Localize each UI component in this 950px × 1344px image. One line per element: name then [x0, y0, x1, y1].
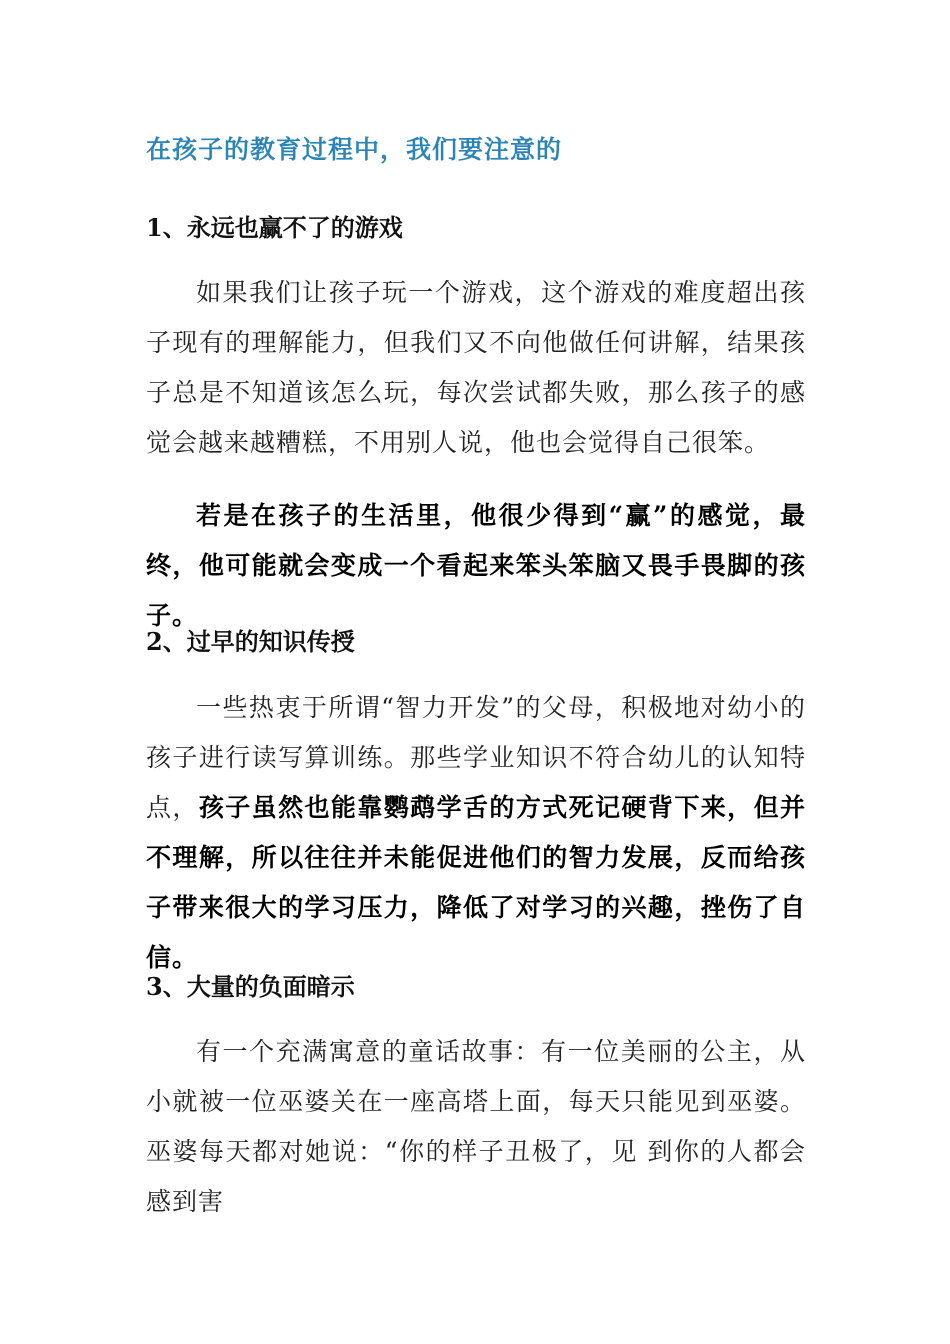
- section-2-paragraph-bold: 孩子虽然也能靠鹦鹉学舌的方式死记硬背下来，但并不理解，所以往往并未能促进他们的智力发展，反而给孩子带来很大的学习压力，降低了对学习的兴趣，挫伤了自信。: [146, 793, 806, 972]
- section-1-paragraph-2: 若是在孩子的生活里，他很少得到“赢”的感觉，最终，他可能就会变成一个看起来笨头笨脑又畏手畏脚的孩子。: [146, 501, 806, 630]
- section-2-paragraph-normal: 一些热衷于所谓“智力开发”的父母，积极地对幼小的孩子进行读写算训练。那些学业知识不符合幼儿的认知特点，: [146, 693, 806, 822]
- section-heading-1: 1、永远也赢不了的游戏: [146, 213, 403, 242]
- section-3-paragraph-1: 有一个充满寓意的童话故事：有一位美丽的公主，从小就被一位巫婆关在一座高塔上面，每天只能见到巫婆。巫婆每天都对她说：“你的样子丑极了，见 到你的人都会感到害: [146, 1037, 806, 1216]
- section-heading-3: 3、大量的负面暗示: [146, 972, 355, 1001]
- section-heading-2: 2、过早的知识传授: [146, 627, 355, 656]
- section-1-paragraph-1: 如果我们让孩子玩一个游戏，这个游戏的难度超出孩子现有的理解能力，但我们又不向他做任何讲解，结果孩子总是不知道该怎么玩，每次尝试都失败，那么孩子的感觉会越来越糟糕，不用别人说，他也会觉得自己很笨。: [146, 278, 806, 457]
- document-title: 在孩子的教育过程中，我们要注意的: [146, 135, 563, 164]
- section-2-paragraph-1: [146, 683, 806, 983]
